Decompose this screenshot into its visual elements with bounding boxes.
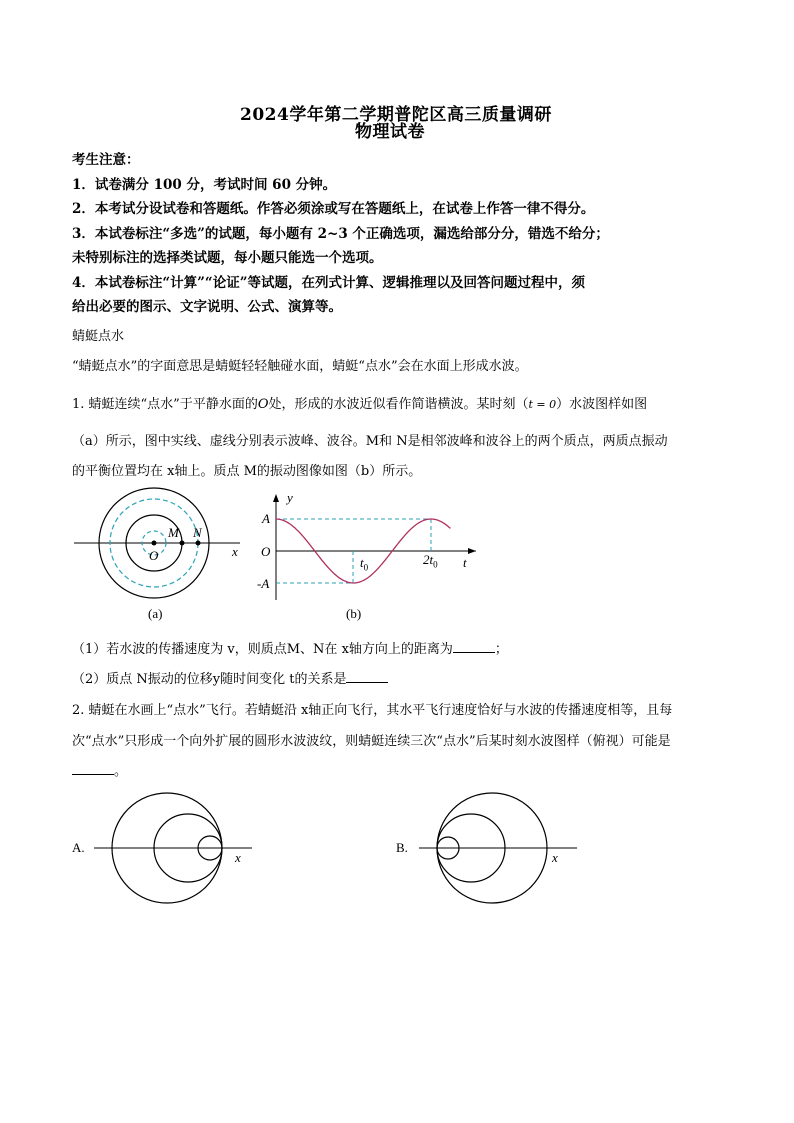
page-title: 2024学年第二学期普陀区高三质量调研 <box>240 105 552 125</box>
section-intro: “蜻蜓点水”的字面意思是蜻蜓轻轻触碰水面，蜻蜓“点水”会在水面上形成水波。 <box>72 359 528 374</box>
label-M: M <box>168 525 179 540</box>
answer-blank[interactable] <box>72 762 114 775</box>
q1-line3: 的平衡位置均在 x轴上。质点 M的振动图像如图（b）所示。 <box>72 464 422 479</box>
q2-line2: 次“点水”只形成一个向外扩展的圆形水波波纹，则蜻蜓连续三次“点水”后某时刻水波图样（俯视）可能是 <box>72 734 671 749</box>
q2-line1: 2. 蜻蜓在水画上“点水”飞行。若蜻蜓沿 x轴正向飞行，其水平飞行速度恰好与水波的传播速度相等，且每 <box>72 703 673 718</box>
q1-line1: 1. 蜻蜓连续“点水”于平静水面的O处，形成的水波近似看作简谐横波。某时刻（t = 0）水波图样如图 <box>72 397 648 412</box>
option-b-x: x <box>552 850 558 865</box>
label-x: x <box>232 544 238 559</box>
section-title: 蜻蜓点水 <box>72 329 125 344</box>
option-b-label: B. <box>396 840 408 855</box>
label-2t0: $2t_0$ <box>423 552 438 570</box>
figure-a <box>70 485 250 620</box>
option-b-figure[interactable] <box>415 790 585 905</box>
point-M <box>180 541 185 546</box>
option-a-label: A. <box>72 840 85 855</box>
point-N <box>196 541 201 546</box>
q1-sub1: （1）若水波的传播速度为 v，则质点M、N在 x轴方向上的距离为 ； <box>72 642 508 657</box>
answer-blank[interactable] <box>453 640 495 653</box>
point-O <box>152 541 157 546</box>
page-subtitle: 物理试卷 <box>355 122 425 142</box>
caption-a: (a) <box>148 606 163 621</box>
notice-item: 3．本试卷标注“多选”的试题，每小题有 2~3 个正确选项，漏选给部分分，错选不给分； <box>72 226 609 242</box>
q1-line2: （a）所示，图中实线、虚线分别表示波峰、波谷。M和 N是相邻波峰和波谷上的两个质点，两质点振动 <box>72 434 668 449</box>
label-A: A <box>262 511 270 526</box>
label-t0: $t_0$ <box>360 555 369 573</box>
q2-line3: 。 <box>72 760 127 779</box>
notice-item: 4．本试卷标注“计算”“论证”等试题，在列式计算、逻辑推理以及回答问题过程中，须 <box>72 275 585 291</box>
label-negA: -A <box>257 576 270 591</box>
t-axis-arrow <box>468 548 476 554</box>
label-O: O <box>261 544 271 559</box>
notice-item: 2．本考试分设试卷和答题纸。作答必须涂或写在答题纸上，在试卷上作答一律不得分。 <box>72 201 595 217</box>
figure-b <box>260 490 485 605</box>
label-N: N <box>193 525 202 540</box>
notice-item: 未特别标注的选择类试题，每小题只能选一个选项。 <box>72 250 383 266</box>
y-axis-arrow <box>273 494 279 502</box>
label-O: O <box>149 548 159 563</box>
caption-b: (b) <box>346 606 362 621</box>
notice-item: 给出必要的图示、文字说明、公式、演算等。 <box>72 299 342 315</box>
q1-sub2: （2）质点 N振动的位移y随时间变化 t的关系是 <box>72 668 388 687</box>
label-t: t <box>463 555 467 570</box>
notice-item: 1．试卷满分 100 分，考试时间 60 分钟。 <box>72 177 337 193</box>
option-a-figure[interactable] <box>90 790 260 905</box>
option-a-x: x <box>235 850 241 865</box>
notice-heading: 考生注意： <box>72 152 140 168</box>
answer-blank[interactable] <box>346 670 388 683</box>
label-y: y <box>287 490 293 505</box>
